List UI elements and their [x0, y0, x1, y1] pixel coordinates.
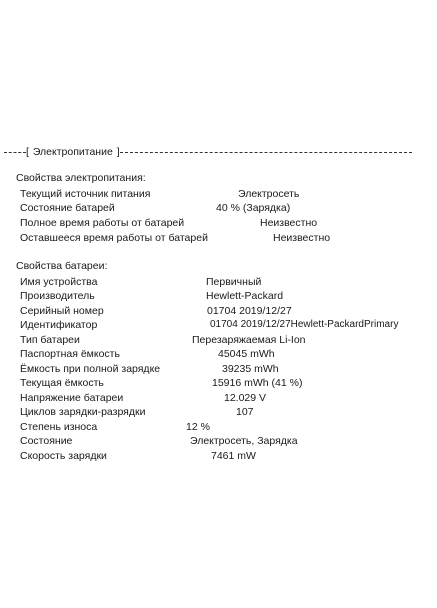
battery-row-serial: [20, 304, 435, 318]
battery-row-full-charge-capacity: [20, 362, 435, 376]
row-value: 15916 mWh (41 %): [212, 377, 303, 389]
battery-properties-title: Свойства батареи:: [16, 260, 108, 272]
row-label: Текущая ёмкость: [20, 377, 104, 389]
power-row-full-time: [20, 216, 435, 230]
section-title: Электропитание: [32, 146, 113, 159]
section-left-bracket: [: [26, 146, 29, 158]
power-row-source: [20, 187, 435, 201]
row-value: Неизвестно: [273, 232, 331, 244]
row-label: Полное время работы от батарей: [20, 217, 185, 229]
row-value: Неизвестно: [260, 217, 318, 229]
battery-row-current-capacity: [20, 376, 435, 390]
row-value: 7461 mW: [211, 450, 256, 462]
row-value: 01704 2019/12/27: [207, 305, 292, 317]
section-right-bracket: ]: [116, 146, 120, 158]
row-label: Скорость зарядки: [20, 450, 107, 462]
row-label: Оставшееся время работы от батарей: [20, 232, 208, 244]
battery-row-design-capacity: [20, 347, 435, 361]
row-label: Паспортная ёмкость: [20, 348, 120, 360]
row-label: Тип батареи: [20, 334, 80, 346]
row-label: Состояние: [20, 435, 73, 447]
row-label: Текущий источник питания: [20, 188, 151, 200]
row-label: Имя устройства: [20, 276, 98, 288]
row-label: Ёмкость при полной зарядке: [20, 363, 161, 375]
row-value: Перезаряжаемая Li-Ion: [192, 334, 306, 346]
row-label: Циклов зарядки-разрядки: [20, 406, 146, 418]
row-label: Напряжение батареи: [20, 392, 124, 404]
row-label: Состояние батарей: [20, 202, 115, 214]
row-value: Электросеть: [238, 188, 300, 200]
row-label: Идентификатор: [20, 319, 98, 331]
rule-dashes-right: [120, 152, 412, 153]
row-label: Серийный номер: [20, 305, 104, 317]
battery-row-state: [20, 434, 435, 448]
row-value: 45045 mWh: [218, 348, 275, 360]
section-header-rule: [4, 145, 432, 159]
battery-row-device-name: [20, 275, 435, 289]
battery-row-wear-level: [20, 420, 435, 434]
battery-row-type: [20, 333, 435, 347]
battery-row-charge-rate: [20, 449, 435, 463]
row-value: 12 %: [186, 421, 210, 433]
power-row-battery-state: [20, 201, 435, 215]
row-value: 12.029 V: [224, 392, 267, 404]
rule-dashes-left: [4, 152, 26, 153]
row-value: Электросеть, Зарядка: [190, 435, 298, 447]
row-label: Степень износа: [20, 421, 98, 433]
battery-row-identifier: [20, 318, 435, 332]
battery-row-manufacturer: [20, 289, 435, 303]
row-value: Hewlett-Packard: [206, 290, 284, 302]
row-value: Первичный: [206, 276, 262, 288]
row-value: 40 % (Зарядка): [216, 202, 291, 214]
row-value: 01704 2019/12/27Hewlett-PackardPrimary: [210, 319, 399, 330]
row-value: 39235 mWh: [222, 363, 279, 375]
battery-row-cycles: [20, 405, 435, 419]
battery-row-voltage: [20, 391, 435, 405]
row-label: Производитель: [20, 290, 95, 302]
row-value: 107: [236, 406, 254, 418]
power-row-remaining-time: [20, 231, 435, 245]
power-properties-title: Свойства электропитания:: [16, 172, 146, 184]
